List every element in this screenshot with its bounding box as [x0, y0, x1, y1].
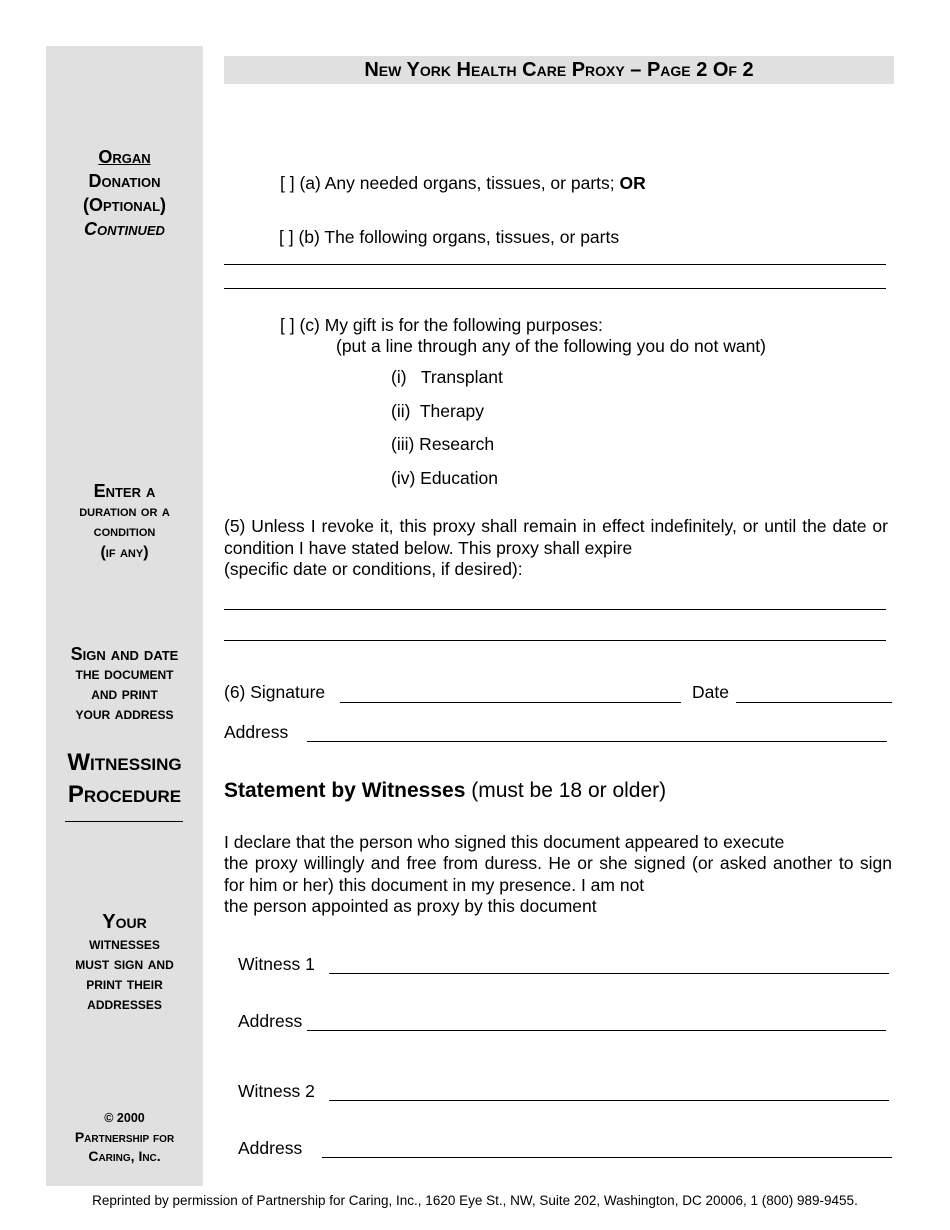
- organ-option-b[interactable]: [ ] (b) The following organs, tissues, or parts: [279, 227, 620, 247]
- address-line[interactable]: [307, 741, 887, 742]
- sidebar-copyright-line2: Partnership for: [74, 1129, 175, 1145]
- sidebar-witnessing-line1: Witnessing: [67, 749, 182, 776]
- sidebar-witnessing-line2: Procedure: [67, 781, 182, 808]
- witness-2-address-label: Address: [238, 1138, 303, 1158]
- sidebar-organ-line3: (Optional): [82, 195, 167, 215]
- page-title: New York Health Care Proxy – Page 2 Of 2: [224, 56, 894, 84]
- address-label: Address: [224, 722, 289, 742]
- sidebar-duration-line1: Enter a: [93, 481, 156, 501]
- purpose-research: (iii) Research: [391, 434, 495, 454]
- sidebar-organ-line2: Donation: [88, 171, 161, 191]
- duration-line-2[interactable]: [224, 640, 886, 641]
- purpose-education: (iv) Education: [391, 468, 498, 488]
- witness-1-label: Witness 1: [238, 954, 315, 974]
- sidebar-witnesses-line3: must sign and: [75, 955, 174, 973]
- sidebar-witnesses-line2: witnesses: [89, 935, 160, 953]
- sidebar-copyright-line3: Caring, Inc.: [88, 1148, 161, 1164]
- witness-1-address-label: Address: [238, 1011, 303, 1031]
- duration-text-2: (specific date or conditions, if desired):: [224, 559, 523, 579]
- witness-1-address-line[interactable]: [307, 1030, 886, 1031]
- witness-statement-heading-rest: (must be 18 or older): [465, 779, 667, 802]
- witness-2-address-line[interactable]: [322, 1157, 892, 1158]
- witness-2-line[interactable]: [329, 1100, 889, 1101]
- sidebar-organ-donation: [46, 145, 203, 241]
- date-line[interactable]: [736, 702, 892, 703]
- organ-option-c[interactable]: [ ] (c) My gift is for the following purposes:: [280, 315, 603, 335]
- sidebar-divider: [65, 821, 183, 822]
- duration-text: (5) Unless I revoke it, this proxy shall remain in effect indefinitely, or until the date or condition I have stated below. This proxy shall expire: [224, 516, 888, 558]
- sidebar-organ-line1: Organ: [98, 147, 151, 167]
- witness-1-line[interactable]: [329, 973, 889, 974]
- organ-option-c-note: (put a line through any of the following you do not want): [336, 336, 766, 356]
- declaration-line-3: the person appointed as proxy by this document: [224, 896, 597, 916]
- sidebar-copyright: [46, 1109, 203, 1166]
- sidebar-duration-line4: (if any): [100, 543, 149, 561]
- organ-option-a[interactable]: [280, 173, 646, 194]
- duration-line-1[interactable]: [224, 609, 886, 610]
- purpose-transplant: (i) Transplant: [391, 367, 503, 387]
- declaration-line-1: I declare that the person who signed this document appeared to execute: [224, 832, 785, 852]
- organ-parts-line-2[interactable]: [224, 288, 886, 289]
- date-label: Date: [692, 682, 729, 702]
- sidebar-copyright-line1: © 2000: [104, 1111, 145, 1125]
- witness-statement-heading: [224, 778, 666, 804]
- declaration-line-2: the proxy willingly and free from duress. He or she signed (or asked another to sign for him or her) this document in my presence. I am not: [224, 853, 892, 895]
- witness-2-label: Witness 2: [238, 1081, 315, 1101]
- sidebar-witnesses-line5: addresses: [87, 995, 162, 1013]
- sidebar-duration-line3: condition: [93, 523, 156, 540]
- sidebar-duration-line2: duration or a: [79, 502, 170, 520]
- sidebar-witnesses: [46, 910, 203, 1014]
- signature-line[interactable]: [340, 702, 681, 703]
- witness-statement-heading-bold: Statement by Witnesses: [224, 779, 466, 802]
- sidebar-witnesses-line4: print their: [86, 975, 163, 993]
- organ-option-a-text: [ ] (a) Any needed organs, tissues, or parts;: [280, 173, 620, 193]
- sidebar-sign-and-date: [46, 644, 203, 724]
- organ-option-a-or: OR: [619, 173, 646, 193]
- sidebar-sign-line2: the document: [75, 665, 174, 683]
- sidebar-duration: [46, 481, 203, 563]
- sidebar-witnesses-line1: Your: [102, 911, 147, 933]
- sidebar-sign-line3: and print: [91, 685, 158, 703]
- footer-reprint-notice: Reprinted by permission of Partnership for Caring, Inc., 1620 Eye St., NW, Suite 202, Washington, DC 20006, 1 (800) 989-9455.: [92, 1193, 858, 1208]
- sidebar-witnessing: [46, 747, 203, 811]
- sidebar-organ-line4: Continued: [84, 219, 165, 239]
- sidebar-sign-line4: your address: [75, 705, 174, 723]
- signature-label: (6) Signature: [224, 682, 326, 702]
- purpose-therapy: (ii) Therapy: [391, 401, 485, 421]
- organ-parts-line-1[interactable]: [224, 264, 886, 265]
- sidebar-sign-line1: Sign and date: [70, 644, 179, 664]
